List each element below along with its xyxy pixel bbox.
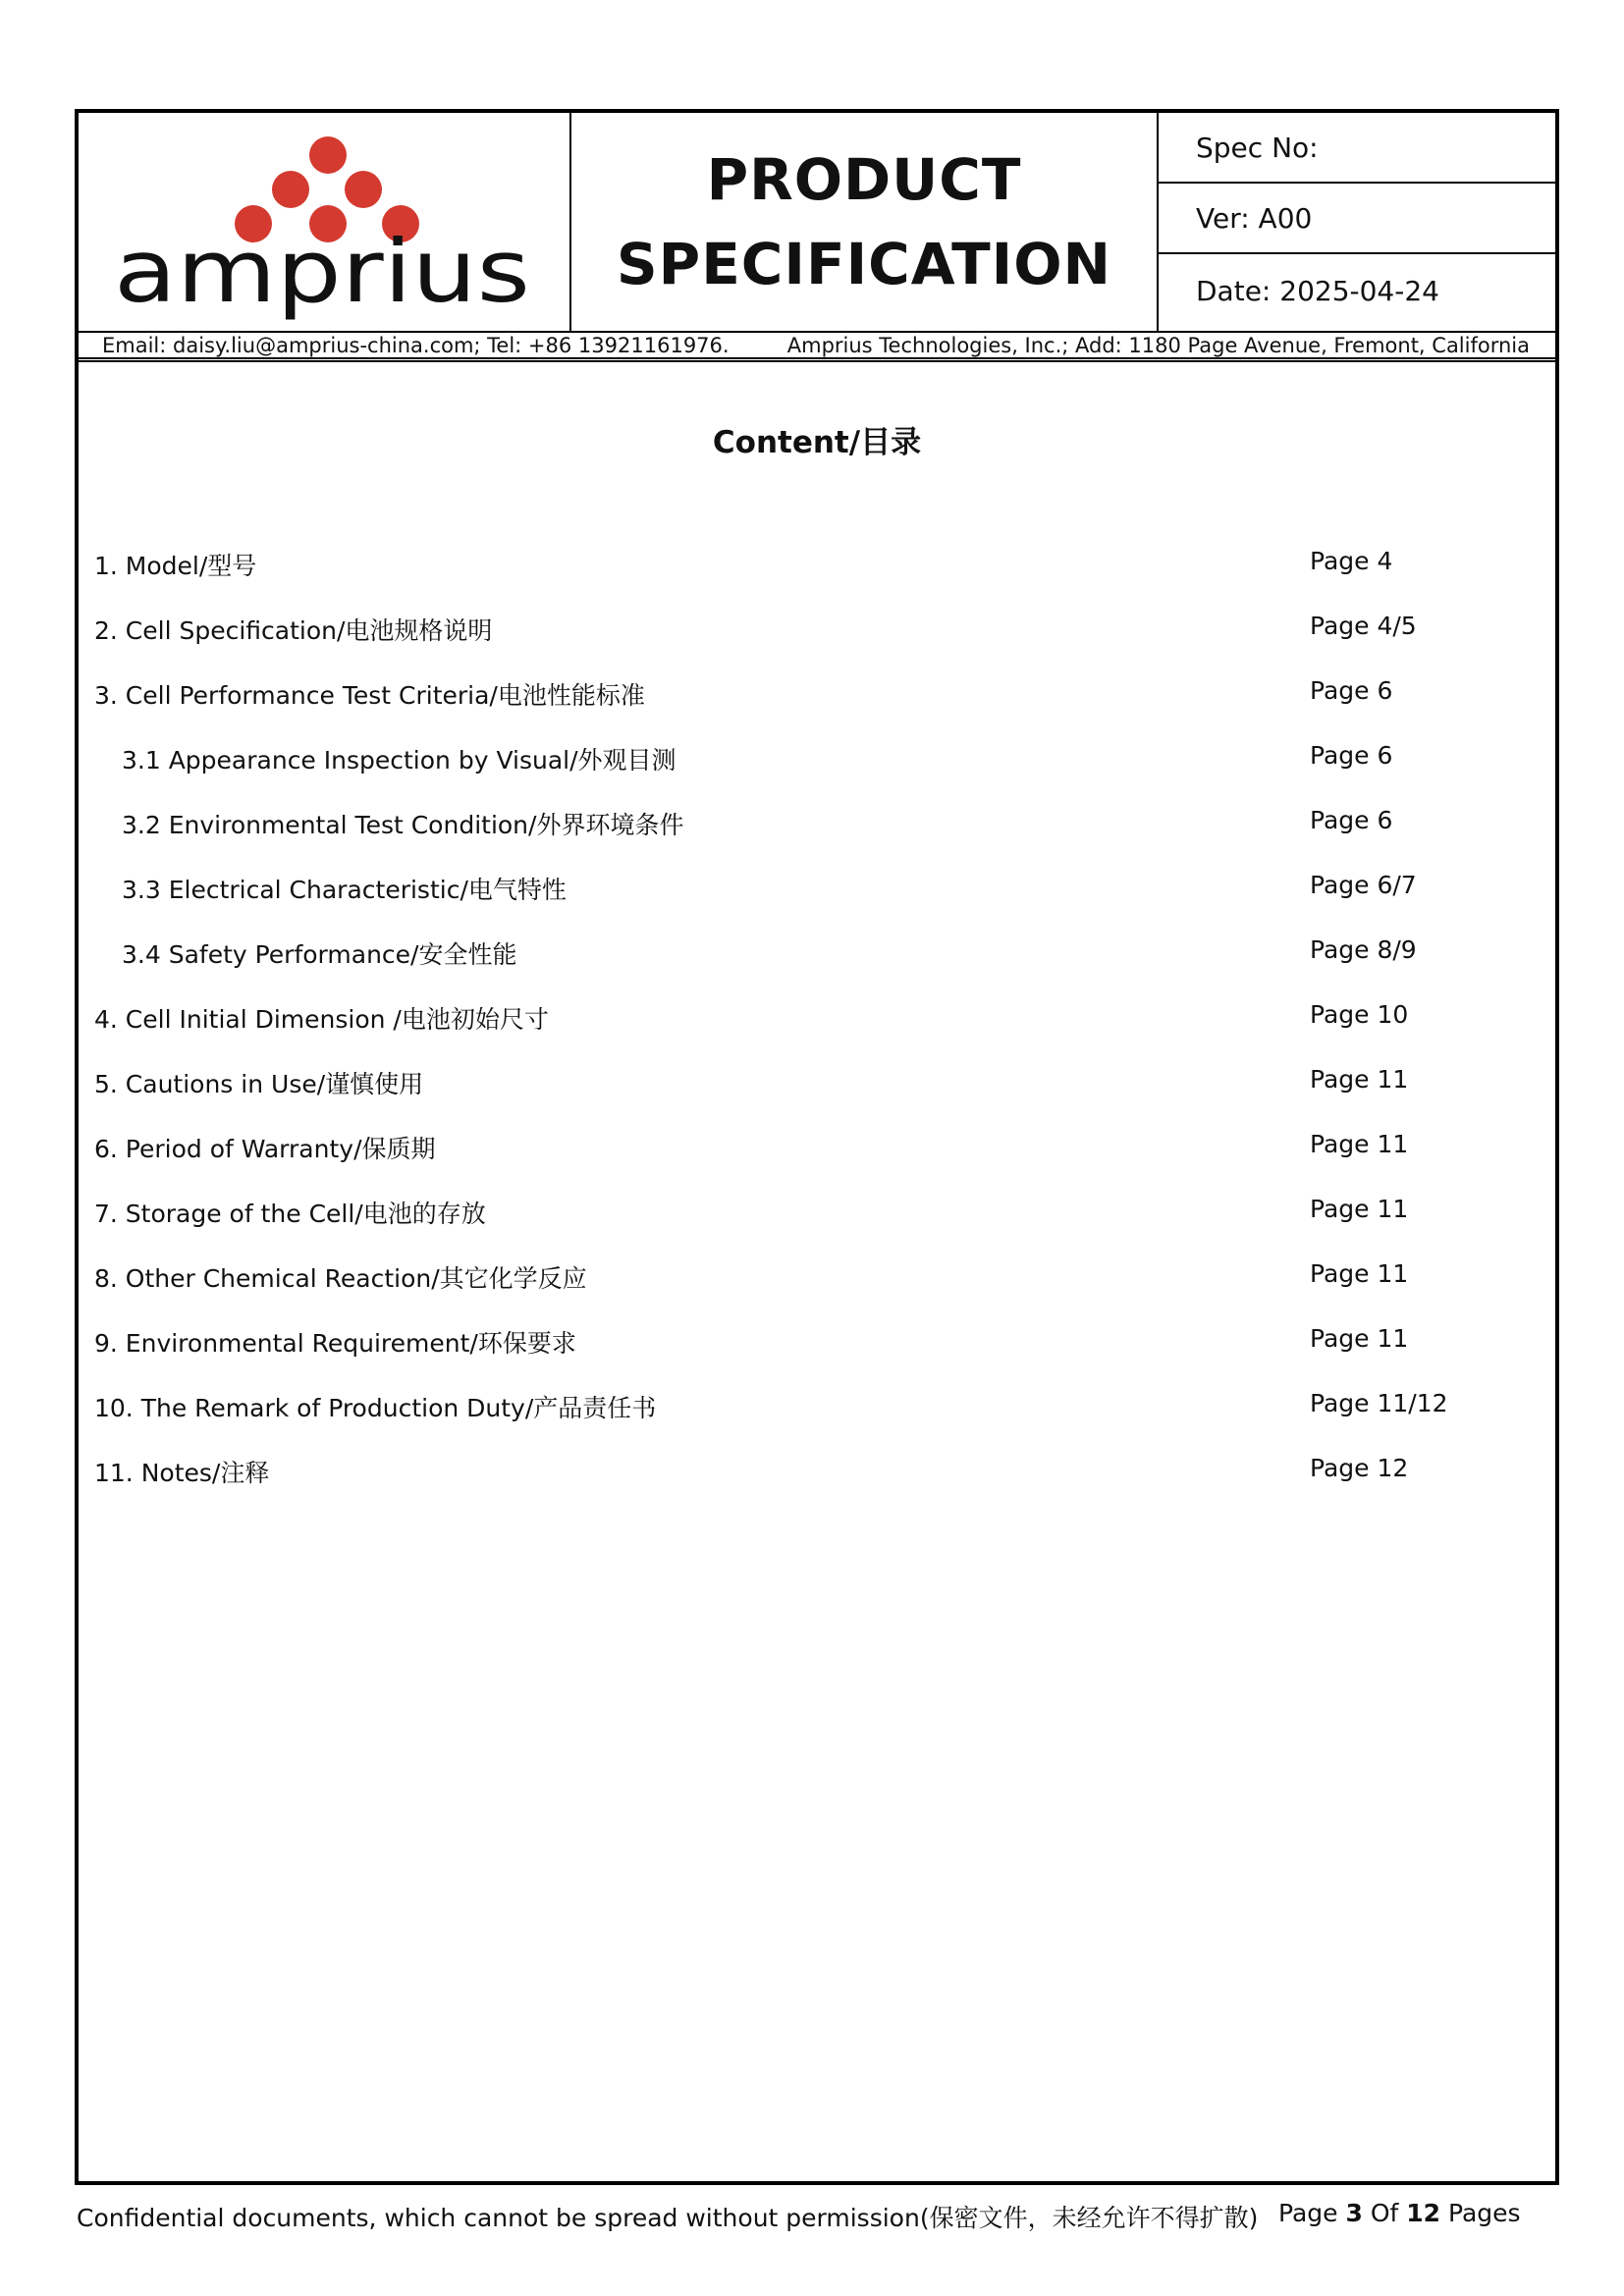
- logo-cell: [79, 113, 571, 331]
- toc-item: [94, 1108, 1547, 1173]
- page-suffix: Pages: [1448, 2199, 1521, 2227]
- toc-item-page: Page 6: [1310, 676, 1393, 705]
- toc-item-page: Page 6: [1310, 741, 1393, 770]
- toc-item: [94, 1238, 1547, 1303]
- toc-item-label: 8. Other Chemical Reaction/其它化学反应: [94, 1264, 587, 1293]
- spec-no: Spec No:: [1159, 113, 1555, 184]
- toc-item-page: Page 6: [1310, 806, 1393, 834]
- title-cell: [571, 113, 1159, 331]
- amprius-logo: [79, 113, 569, 331]
- page-total: 12: [1406, 2199, 1441, 2227]
- contact-bar: [79, 333, 1555, 362]
- version: Ver: A00: [1159, 184, 1555, 254]
- toc-item: [94, 590, 1547, 655]
- toc-item-page: Page 11: [1310, 1130, 1409, 1158]
- toc-item-page: Page 4: [1310, 547, 1393, 575]
- toc-item-page: Page 8/9: [1310, 935, 1417, 964]
- company-address: Amprius Technologies, Inc.; Add: 1180 Page Avenue, Fremont, California: [786, 333, 1530, 357]
- toc-item-label: 6. Period of Warranty/保质期: [94, 1135, 436, 1163]
- toc-item-label: 1. Model/型号: [94, 552, 257, 580]
- spec-header: [79, 113, 1555, 333]
- toc-item-page: Page 11: [1310, 1259, 1409, 1288]
- toc-item: [94, 1432, 1547, 1497]
- date: Date: 2025-04-24: [1196, 274, 1439, 307]
- toc-item: [94, 1173, 1547, 1238]
- toc-item-label: 11. Notes/注释: [94, 1459, 270, 1487]
- toc-item-label: 3.2 Environmental Test Condition/外界环境条件: [122, 811, 684, 839]
- logo-wordmark: amprius: [114, 221, 530, 322]
- toc-item: [94, 979, 1547, 1043]
- toc-subitem: [94, 914, 1547, 979]
- table-of-contents: [94, 525, 1547, 1497]
- toc-item-page: Page 11: [1310, 1195, 1409, 1223]
- toc-item: [94, 1303, 1547, 1367]
- logo-dot: [272, 171, 309, 208]
- toc-item-page: Page 12: [1310, 1454, 1409, 1482]
- toc-item-page: Page 11: [1310, 1324, 1409, 1353]
- meta-cell: [1159, 113, 1555, 331]
- toc-item-label: 10. The Remark of Production Duty/产品责任书: [94, 1394, 657, 1422]
- title-product: PRODUCT: [706, 146, 1022, 213]
- toc-subitem: [94, 784, 1547, 849]
- page-current: 3: [1345, 2199, 1363, 2227]
- toc-item-label: 3.3 Electrical Characteristic/电气特性: [122, 876, 567, 904]
- toc-item-page: Page 4/5: [1310, 612, 1417, 640]
- toc-item: [94, 1367, 1547, 1432]
- toc-item-page: Page 6/7: [1310, 871, 1417, 899]
- toc-item: [94, 655, 1547, 720]
- toc-item: [94, 525, 1547, 590]
- page-number: [1278, 2199, 1521, 2227]
- toc-item-label: 7. Storage of the Cell/电池的存放: [94, 1200, 486, 1228]
- toc-item-label: 3.4 Safety Performance/安全性能: [122, 940, 517, 969]
- page-of: Of: [1370, 2199, 1399, 2227]
- toc-item-page: Page 11: [1310, 1065, 1409, 1094]
- document-frame: [75, 109, 1559, 2185]
- toc-item-label: 9. Environmental Requirement/环保要求: [94, 1329, 576, 1358]
- toc-item-page: Page 10: [1310, 1000, 1409, 1029]
- logo-dot: [309, 136, 347, 174]
- logo-dot: [345, 171, 382, 208]
- toc-subitem: [94, 849, 1547, 914]
- title-specification: SPECIFICATION: [616, 231, 1112, 297]
- toc-item-label: 3. Cell Performance Test Criteria/电池性能标准: [94, 681, 645, 710]
- toc-item-label: 2. Cell Specification/电池规格说明: [94, 616, 493, 645]
- toc-subitem: [94, 720, 1547, 784]
- toc-item-label: 3.1 Appearance Inspection by Visual/外观目测: [122, 746, 677, 774]
- toc-item: [94, 1043, 1547, 1108]
- contact-email-tel: Email: daisy.liu@amprius-china.com; Tel: +86 13921161976.: [102, 333, 730, 357]
- confidential-notice: Confidential documents, which cannot be spread without permission(保密文件，未经允许不得扩散): [77, 2204, 1259, 2232]
- toc-item-label: 5. Cautions in Use/谨慎使用: [94, 1070, 424, 1098]
- toc-item-label: 4. Cell Initial Dimension /电池初始尺寸: [94, 1005, 549, 1034]
- page-prefix: Page: [1278, 2199, 1338, 2227]
- toc-item-page: Page 11/12: [1310, 1389, 1448, 1417]
- toc-heading: Content/目录: [712, 425, 922, 460]
